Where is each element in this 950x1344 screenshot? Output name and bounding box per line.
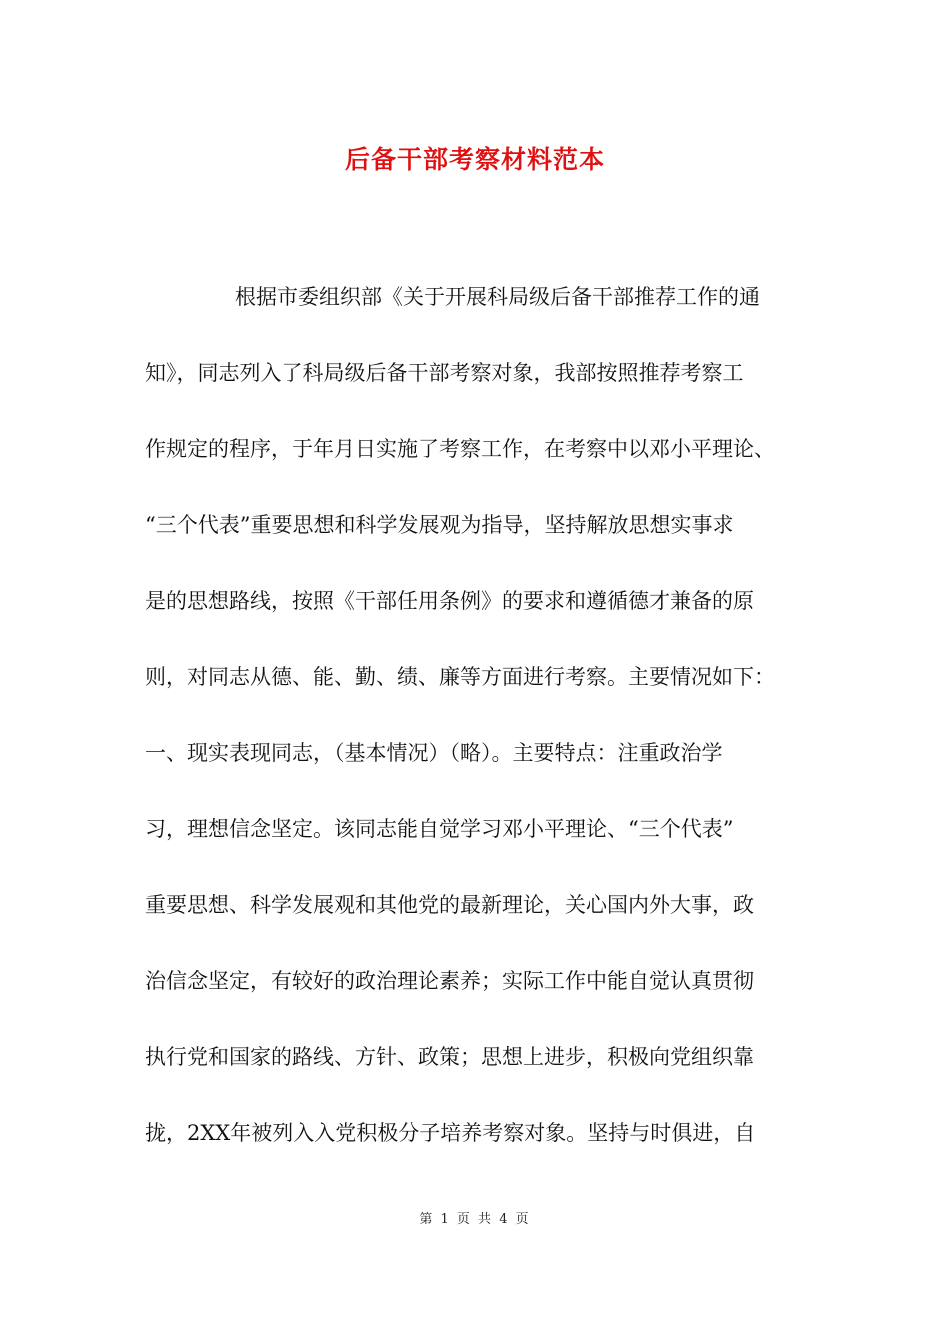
- body-line-9: 重要思想、科学发展观和其他党的最新理论，关心国内外大事，政: [145, 893, 754, 917]
- body-line-10: 治信念坚定，有较好的政治理论素养；实际工作中能自觉认真贯彻: [145, 969, 754, 993]
- body-line-7: 一、现实表现同志，（基本情况）（略）。主要特点：注重政治学: [145, 741, 723, 765]
- document-title: 后备干部考察材料范本: [344, 145, 605, 174]
- body-line-12: 拢，2XX年被列入入党积极分子培养考察对象。坚持与时俱进，自: [145, 1121, 756, 1145]
- body-line-6: 则，对同志从德、能、勤、绩、廉等方面进行考察。主要情况如下：: [145, 665, 775, 689]
- document-body: [145, 277, 810, 1189]
- body-line-2: 知》，同志列入了科局级后备干部考察对象，我部按照推荐考察工: [145, 361, 744, 385]
- body-line-5: 是的思想路线，按照《干部任用条例》的要求和遵循德才兼备的原: [145, 589, 754, 613]
- body-line-4: “三个代表”重要思想和科学发展观为指导，坚持解放思想实事求: [145, 513, 734, 537]
- body-line-11: 执行党和国家的路线、方针、政策；思想上进步，积极向党组织靠: [145, 1045, 754, 1069]
- page-number-footer: 第 1 页 共 4 页: [419, 1212, 531, 1227]
- body-line-8: 习，理想信念坚定。该同志能自觉学习邓小平理论、“三个代表”: [145, 817, 734, 841]
- body-line-3: 作规定的程序，于年月日实施了考察工作，在考察中以邓小平理论、: [145, 437, 775, 461]
- body-line-1: 根据市委组织部《关于开展科局级后备干部推荐工作的通: [235, 285, 760, 309]
